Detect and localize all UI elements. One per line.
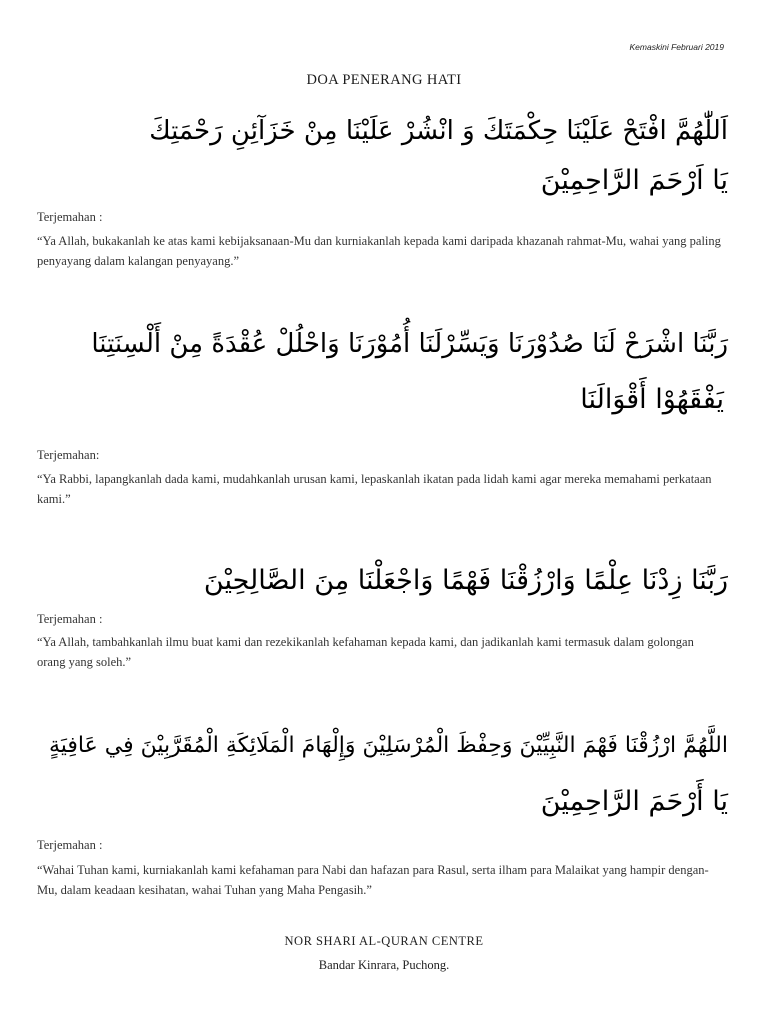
arabic-line: اللَّهُمَّ ارْزُقْنَا فَهْمَ النَّبِيِّيْنَ وَحِفْظَ الْمُرْسَلِيْنَ وَإِلْهَامَ الْمَلَائِكَةِ الْمُقَرَّبِيْنَ فِي عَافِيَةٍ <box>48 733 728 758</box>
arabic-line: يَا أَرْحَمَ الرَّاحِمِيْنَ <box>540 786 728 817</box>
translation-label: Terjemahan: <box>37 448 100 462</box>
translation-label: Terjemahan : <box>37 612 103 626</box>
prayer-1-arabic <box>40 106 728 206</box>
last-updated-note: Kemaskini Februari 2019 <box>629 42 724 52</box>
translation-label: Terjemahan : <box>37 210 103 224</box>
arabic-line: رَبَّنَا اشْرَحْ لَنَا صُدُوْرَنَا وَيَسِّرْلَنَا أُمُوْرَنَا وَاحْلُلْ عُقْدَةً مِنْ أَلْسِنَتِنَا <box>91 329 728 359</box>
footer-location: Bandar Kinrara, Puchong. <box>318 958 450 972</box>
arabic-line: رَبَّنَا زِدْنَا عِلْمًا وَارْزُقْنَا فَهْمًا وَاجْعَلْنَا مِنَ الصَّالِحِيْنَ <box>203 565 728 596</box>
arabic-line: يَفْقَهُوْا أَقْوَالَنَا <box>580 384 724 415</box>
page-title: DOA PENERANG HATI <box>306 72 462 88</box>
prayer-4-translation: “Wahai Tuhan kami, kurniakanlah kami kefahaman para Nabi dan hafazan para Rasul, serta ilham para Malaikat yang hampir dengan-Mu, dalam keadaan kesihatan, wahai Tuhan yang Maha Pengasih.” <box>37 863 709 897</box>
prayer-3-arabic <box>40 556 728 606</box>
translation-label: Terjemahan : <box>37 838 103 852</box>
footer-organization: NOR SHARI AL-QURAN CENTRE <box>284 934 484 948</box>
prayer-1-translation: “Ya Allah, bukakanlah ke atas kami kebijaksanaan-Mu dan kurniakanlah kepada kami daripada khazanah rahmat-Mu, wahai yang paling penyayang dalam kalangan penyayang.” <box>37 234 721 268</box>
prayer-2-translation: “Ya Rabbi, lapangkanlah dada kami, mudahkanlah urusan kami, lepaskanlah ikatan pada lidah kami agar mereka memahami perkataan kami.” <box>37 472 712 506</box>
arabic-line: يَا اَرْحَمَ الرَّاحِمِيْنَ <box>540 165 728 196</box>
prayer-3-translation: “Ya Allah, tambahkanlah ilmu buat kami dan rezekikanlah kefahaman kepada kami, dan jadikanlah kami termasuk dalam golongan orang yang soleh.” <box>37 635 694 669</box>
prayer-4-arabic <box>40 718 728 830</box>
arabic-line: اَللّٰهُمَّ افْتَحْ عَلَيْنَا حِكْمَتَكَ وَ انْشُرْ عَلَيْنَا مِنْ خَزَآئِنِ رَحْمَتِكَ <box>149 116 728 146</box>
prayer-2-arabic <box>40 316 728 428</box>
